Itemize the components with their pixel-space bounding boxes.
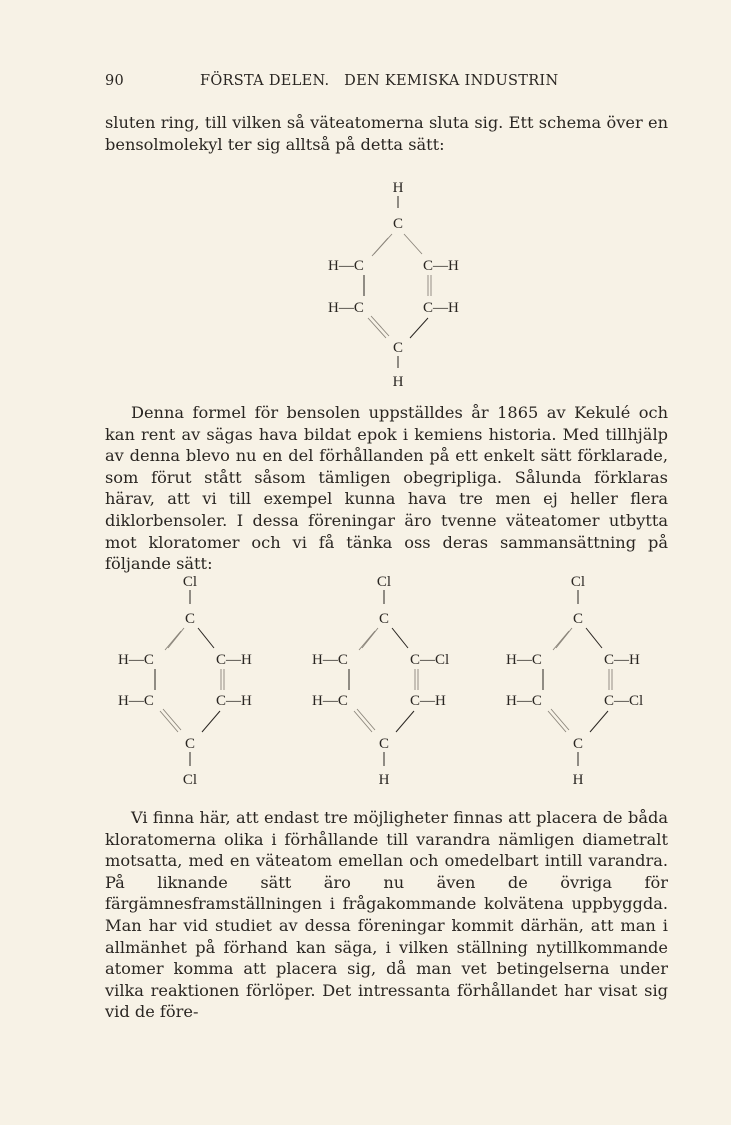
para-left-upper: H—C — [118, 652, 154, 668]
running-title: FÖRSTA DELEN. DEN KEMISKA INDUSTRIN — [200, 73, 559, 89]
benzene-structure — [320, 176, 480, 391]
para-bottom: Cl — [182, 772, 198, 788]
ortho-right-upper: C—H — [604, 652, 640, 668]
benzene-top-c: C — [392, 216, 404, 232]
bond-bottom-left-double — [368, 318, 386, 338]
para-right-upper: C—H — [216, 652, 252, 668]
benzene-left-upper: H—C — [328, 258, 364, 274]
meta-bottom-c: C — [378, 736, 390, 752]
meta-left-upper: H—C — [312, 652, 348, 668]
dichlorobenzene-para — [112, 568, 272, 788]
para-bottom-c: C — [184, 736, 196, 752]
meta-right-upper: C—Cl — [410, 652, 450, 668]
ortho-bottom: H — [572, 772, 584, 788]
bond-top-left-double-2 — [372, 238, 388, 256]
meta-left-lower: H—C — [312, 693, 348, 709]
paragraph-1: sluten ring, till vilken så väteatomerna sluta sig. Ett schema över en bensolmolekyl ter sig alltså på detta sätt: — [105, 113, 668, 154]
benzene-right-upper: C—H — [423, 258, 459, 274]
benzene-bottom-c: C — [392, 340, 404, 356]
bond-bottom-right — [410, 318, 428, 338]
benzene-top-h: H — [392, 180, 404, 196]
ortho-left-lower: H—C — [506, 693, 542, 709]
paragraph-2: Denna formel för bensolen uppställdes år 1865 av Kekulé och kan rent av sägas hava bildat epok i kemiens historia. Med tillhjälp av denna blevo nu en del förhållanden på ett enkelt sätt förklarade, som förut stått såsom tämligen obegripliga. Sålunda förklaras härav, att vi till exempel kunna hava tre men ej heller flera diklorbensoler. I dessa föreningar äro tvenne väteatomer utbytta mot kloratomer och vi få tänka oss deras sammansättning på följande sätt: — [105, 403, 668, 574]
benzene-right-lower: C—H — [423, 300, 459, 316]
ortho-right-lower: C—Cl — [604, 693, 644, 709]
bond-top-right — [404, 234, 422, 254]
meta-top: Cl — [376, 574, 392, 590]
dichlorobenzene-meta — [306, 568, 476, 788]
dichlorobenzene-ortho — [500, 568, 670, 788]
page-number: 90 — [105, 73, 125, 89]
paragraph-3: Vi finna här, att endast tre möjligheter finnas att placera de båda kloratomerna olika i förhållande till varandra nämligen diametralt motsatta, med en väteatom emellan och omedelbart intill varandra. På liknande sätt äro nu även de övriga för färgämnesframställningen i frågakommande kolvätena uppbyggda. Man har vid studiet av dessa föreningar kommit därhän, att man i allmänhet på förhand kan säga, i vilken ställning nytillkommande atomer komma att placera sig, då man vet betingelserna under vilka reaktionen förlöper. Det intressanta förhållandet har visat sig vid de före- — [105, 808, 668, 1022]
ortho-top: Cl — [570, 574, 586, 590]
meta-right-lower: C—H — [410, 693, 446, 709]
para-top: Cl — [182, 574, 198, 590]
benzene-left-lower: H—C — [328, 300, 364, 316]
meta-bottom: H — [378, 772, 390, 788]
ortho-top-c: C — [572, 611, 584, 627]
para-top-c: C — [184, 611, 196, 627]
ortho-left-upper: H—C — [506, 652, 542, 668]
meta-top-c: C — [378, 611, 390, 627]
para-right-lower: C—H — [216, 693, 252, 709]
benzene-bottom-h: H — [392, 374, 404, 390]
para-left-lower: H—C — [118, 693, 154, 709]
bond-bottom-left-double-2 — [371, 316, 389, 336]
ortho-bottom-c: C — [572, 736, 584, 752]
